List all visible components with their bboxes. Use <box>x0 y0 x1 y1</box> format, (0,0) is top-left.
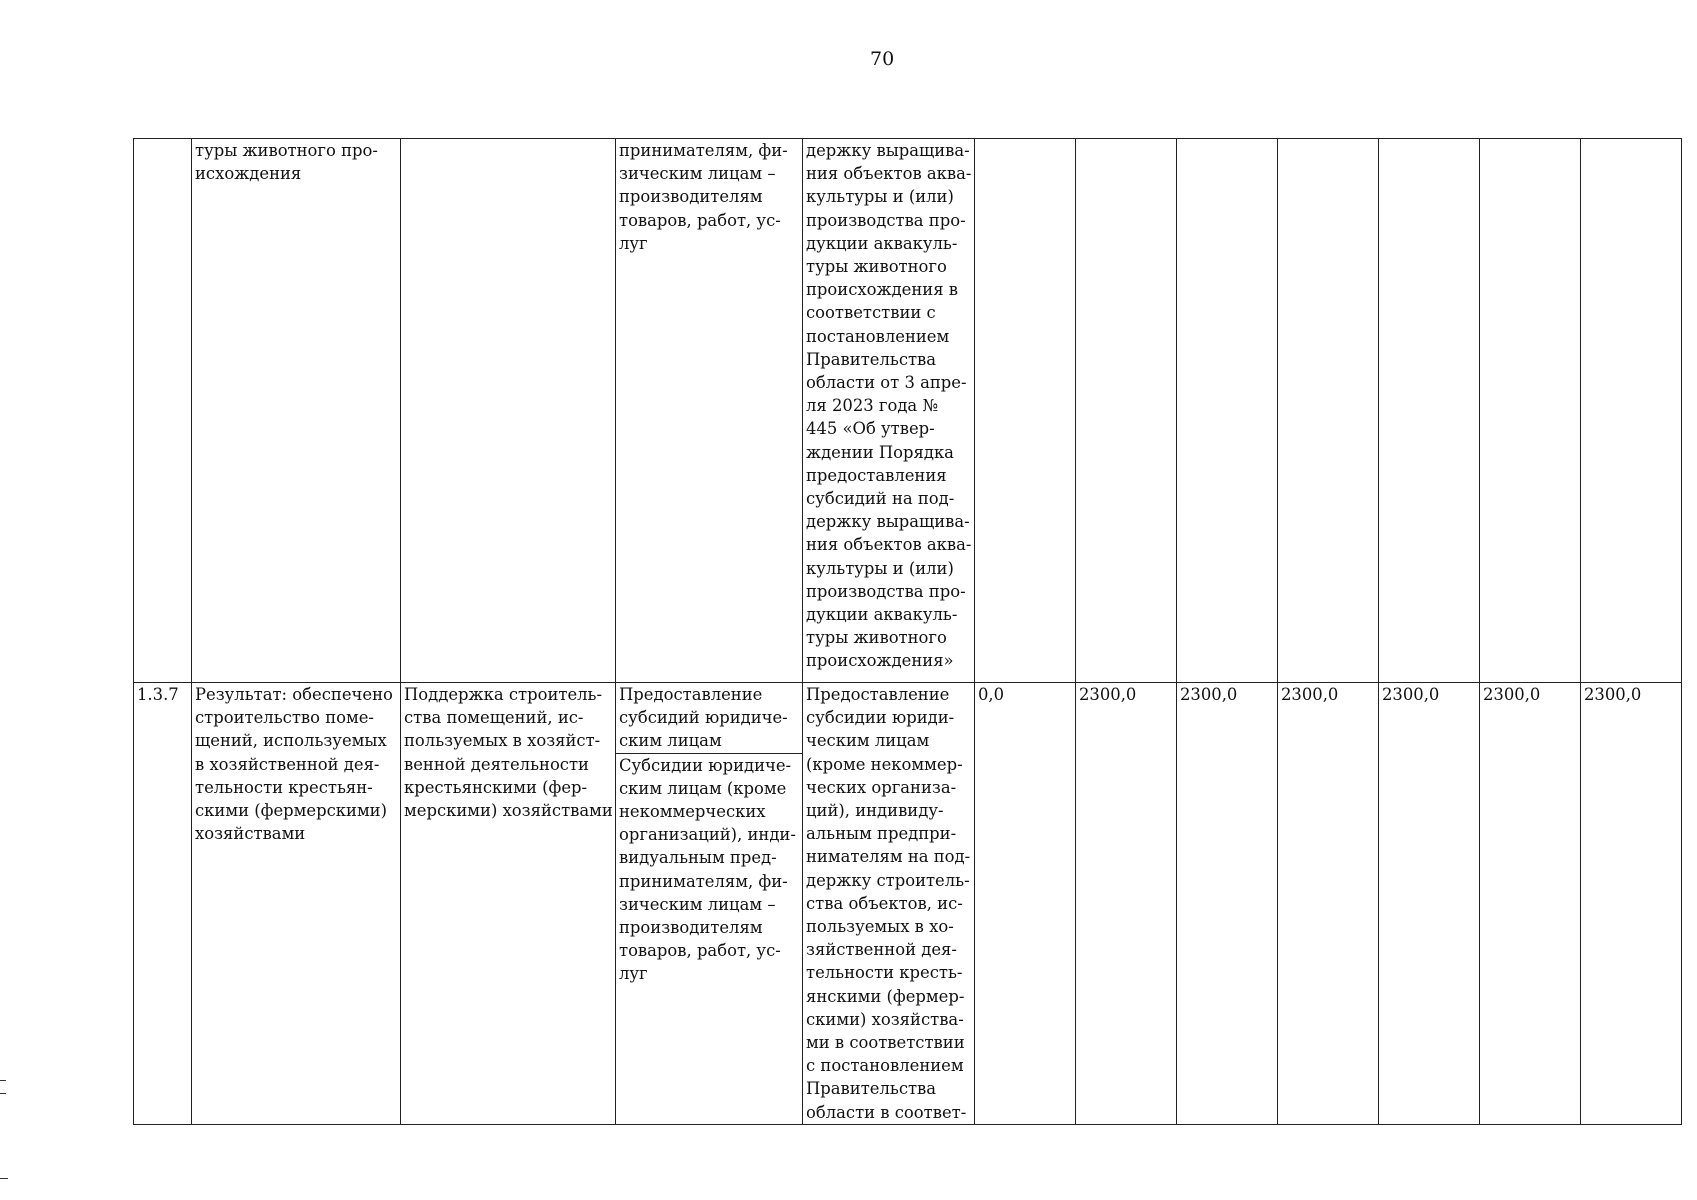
support-subtype-line: видуальным пред- <box>619 848 777 868</box>
value-cell-4 <box>1278 139 1379 683</box>
table-row <box>134 683 1682 1125</box>
description-cell-line: держку строитель- <box>806 870 970 890</box>
support-subtype-line: товаров, работ, ус- <box>619 941 781 961</box>
description-cell-line: туры животного <box>806 257 947 277</box>
description-cell-line: области в соответ- <box>806 1102 967 1122</box>
description-cell-line: скими) хозяйства- <box>806 1009 964 1029</box>
value-cell-7: 2300,0 <box>1581 683 1682 1125</box>
description-cell-line: пользуемых в хо- <box>806 917 954 937</box>
margin-mark-line <box>0 1178 8 1179</box>
description-cell <box>803 683 975 1125</box>
description-cell-line: ми в соответствии <box>806 1033 965 1053</box>
page-number: 70 <box>870 48 895 70</box>
result-name-cell-line: скими (фермерскими) <box>195 801 388 821</box>
value-cell-6: 2300,0 <box>1480 683 1581 1125</box>
support-subtype-line: ским лицам (кроме <box>619 778 787 798</box>
measure-cell <box>401 683 616 1125</box>
description-cell-line: туры животного <box>806 628 947 648</box>
support-type-line: ским лицам <box>619 731 722 751</box>
value-cell-7 <box>1581 139 1682 683</box>
description-cell-line: субсидии юриди- <box>806 708 955 728</box>
description-cell-line: 445 «Об утвер- <box>806 419 935 439</box>
measure-cell-line: мерскими) хозяйствами <box>404 801 613 821</box>
description-cell-line: ций), индивиду- <box>806 801 944 821</box>
result-name-cell-line: тельности крестьян- <box>195 777 373 797</box>
description-cell-line: ля 2023 года № <box>806 396 938 416</box>
measure-cell-line: Поддержка строитель- <box>404 685 603 704</box>
measure-cell <box>401 139 616 683</box>
description-cell-line: зяйственной дея- <box>806 940 957 960</box>
support-subtype-line: некоммерческих <box>619 802 766 822</box>
description-cell-line: ческих организа- <box>806 777 957 797</box>
support-type-line: Предоставление <box>619 685 763 704</box>
support-type-line: субсидий юридиче- <box>619 708 788 728</box>
description-cell-line: субсидий на под- <box>806 489 955 509</box>
result-name-cell-line: в хозяйственной дея- <box>195 754 380 774</box>
result-name-cell-line: Результат: обеспечено <box>195 685 393 704</box>
result-name-cell <box>192 683 401 1125</box>
support-subtype-line: принимателям, фи- <box>619 871 788 891</box>
support-subtype-line: производителям <box>619 918 763 938</box>
value-cell-3: 2300,0 <box>1177 683 1278 1125</box>
measure-cell-line: венной деятельности <box>404 754 589 774</box>
description-cell-line: дукции аквакуль- <box>806 233 958 253</box>
description-cell-line: альным предпри- <box>806 824 957 844</box>
description-cell-line: постановлением <box>806 326 950 346</box>
description-cell-line: ния объектов аква- <box>806 164 972 184</box>
description-cell-line: культуры и (или) <box>806 558 954 578</box>
description-cell-line: соответствии с <box>806 303 936 323</box>
row-number-cell <box>134 139 192 683</box>
description-cell-line: с постановлением <box>806 1056 964 1076</box>
measure-cell-line: пользуемых в хозяйст- <box>404 731 601 751</box>
description-cell-line: тельности кресть- <box>806 963 963 983</box>
table-row <box>134 139 1682 683</box>
description-cell <box>803 139 975 683</box>
value-cell-5 <box>1379 139 1480 683</box>
description-cell-line: ждении Порядка <box>806 442 954 462</box>
result-name-cell <box>192 139 401 683</box>
support-subtype-line: Субсидии юридиче- <box>619 755 792 775</box>
result-name-cell-line: исхождения <box>195 164 302 184</box>
measure-cell-line: ства помещений, ис- <box>404 708 584 728</box>
description-cell-line: происхождения в <box>806 280 958 300</box>
description-cell-line: ства объектов, ис- <box>806 893 963 913</box>
measure-cell-line: крестьянскими (фер- <box>404 777 588 797</box>
description-cell-line: Предоставление <box>806 685 950 704</box>
value-cell-6 <box>1480 139 1581 683</box>
description-cell-line: янскими (фермер- <box>806 986 965 1006</box>
description-cell-line: происхождения» <box>806 651 954 671</box>
description-cell-line: ческим лицам <box>806 731 930 751</box>
value-cell-5: 2300,0 <box>1379 683 1480 1125</box>
support-type-cell <box>616 139 803 683</box>
result-name-cell-line: строительство поме- <box>195 708 374 728</box>
support-type-cell <box>616 683 803 1125</box>
support-type-line: производителям <box>619 187 763 207</box>
description-cell-line: (кроме некоммер- <box>806 754 963 774</box>
program-table <box>133 138 1682 1125</box>
value-cell-2: 2300,0 <box>1076 683 1177 1125</box>
description-cell-line: области от 3 апре- <box>806 373 967 393</box>
value-cell-1 <box>975 139 1076 683</box>
support-subtype-line: организаций), инди- <box>619 825 796 845</box>
value-cell-4: 2300,0 <box>1278 683 1379 1125</box>
description-cell-line: ния объектов аква- <box>806 535 972 555</box>
description-cell-line: Правительства <box>806 349 937 369</box>
description-cell-line: производства про- <box>806 210 966 230</box>
support-subtype-line: зическим лицам – <box>619 894 776 914</box>
value-cell-2 <box>1076 139 1177 683</box>
description-cell-line: предоставления <box>806 465 947 485</box>
value-cell-1: 0,0 <box>975 683 1076 1125</box>
result-name-cell-line: щений, используемых <box>195 731 387 751</box>
support-type-line: принимателям, фи- <box>619 141 788 160</box>
description-cell-line: Правительства <box>806 1079 937 1099</box>
support-type-line: зическим лицам – <box>619 164 776 184</box>
value-cell-3 <box>1177 139 1278 683</box>
support-subtype-line: луг <box>619 964 648 984</box>
description-cell-line: нимателям на под- <box>806 847 971 867</box>
description-cell-line: держку выращива- <box>806 141 970 160</box>
description-cell-line: дукции аквакуль- <box>806 605 958 625</box>
description-cell-line: держку выращива- <box>806 512 970 532</box>
description-cell-line: культуры и (или) <box>806 187 954 207</box>
support-type-line: луг <box>619 233 648 253</box>
result-name-cell-line: хозяйствами <box>195 824 306 844</box>
support-type-line: товаров, работ, ус- <box>619 210 781 230</box>
result-name-cell-line: туры животного про- <box>195 141 378 160</box>
row-number-cell: 1.3.7 <box>134 683 192 1125</box>
margin-mark <box>0 1080 6 1094</box>
description-cell-line: производства про- <box>806 581 966 601</box>
